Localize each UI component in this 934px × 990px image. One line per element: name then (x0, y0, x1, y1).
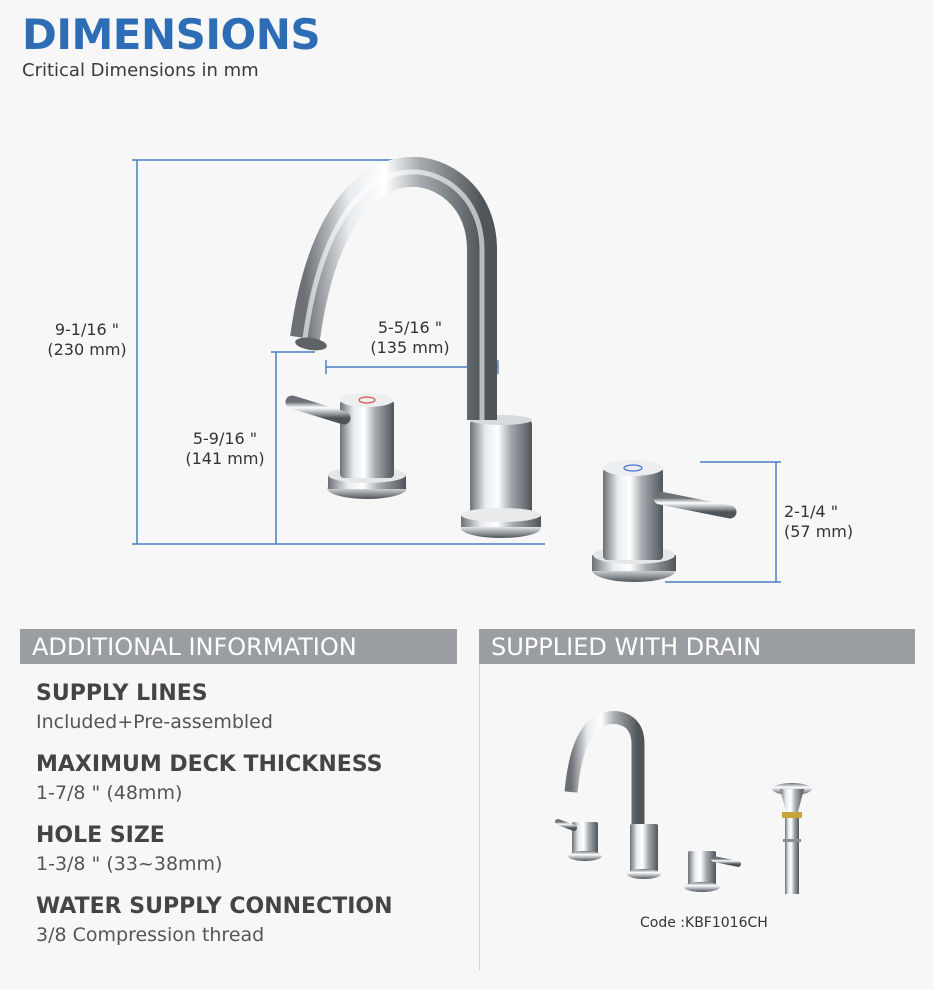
small-left-handle (558, 822, 602, 861)
spout-reach-inch: 5-5/16 " (377, 318, 443, 337)
info-label: WATER SUPPLY CONNECTION (36, 894, 393, 919)
handle-height-inch: 2-1/4 " (784, 502, 839, 521)
additional-info-panel (20, 664, 457, 970)
spout-reach-mm: (135 mm) (370, 338, 450, 357)
info-value: 3/8 Compression thread (36, 924, 265, 946)
product-code: Code :KBF1016CH (640, 915, 768, 931)
small-right-handle (684, 851, 738, 892)
total-height-mm: (230 mm) (47, 340, 127, 359)
info-item-water-supply (36, 893, 393, 949)
left-handle (292, 393, 407, 499)
spout-height-label (176, 429, 274, 469)
info-label: HOLE SIZE (36, 823, 165, 848)
info-label: SUPPLY LINES (36, 681, 208, 706)
info-value: Included+Pre-assembled (36, 711, 273, 733)
info-label: MAXIMUM DECK THICKNESS (36, 752, 383, 777)
handle-height-mm: (57 mm) (784, 522, 854, 541)
total-height-inch: 9-1/16 " (54, 320, 120, 339)
drain-assembly (772, 783, 812, 894)
spout-reach-label (355, 318, 465, 358)
additional-info-header: ADDITIONAL INFORMATION (20, 629, 457, 664)
drain-panel (479, 664, 916, 970)
total-height-label (38, 320, 136, 360)
page-title: DIMENSIONS (22, 10, 321, 59)
info-item-hole-size (36, 822, 222, 878)
page-subtitle: Critical Dimensions in mm (22, 60, 259, 81)
spout-height-inch: 5-9/16 " (192, 429, 258, 448)
dimension-drawing (0, 100, 934, 620)
dimension-lines (132, 160, 781, 582)
info-item-deck-thickness (36, 751, 382, 807)
handle-height-label (784, 502, 874, 542)
right-handle (592, 460, 730, 582)
info-value: 1-3/8 " (33~38mm) (36, 853, 223, 875)
info-item-supply-lines (36, 680, 273, 736)
spout-height-mm: (141 mm) (185, 449, 265, 468)
info-value: 1-7/8 " (48mm) (36, 782, 183, 804)
faucet-with-drain-image (480, 664, 916, 904)
faucet-dimension-diagram (0, 100, 934, 620)
drain-header: SUPPLIED WITH DRAIN (479, 629, 915, 664)
